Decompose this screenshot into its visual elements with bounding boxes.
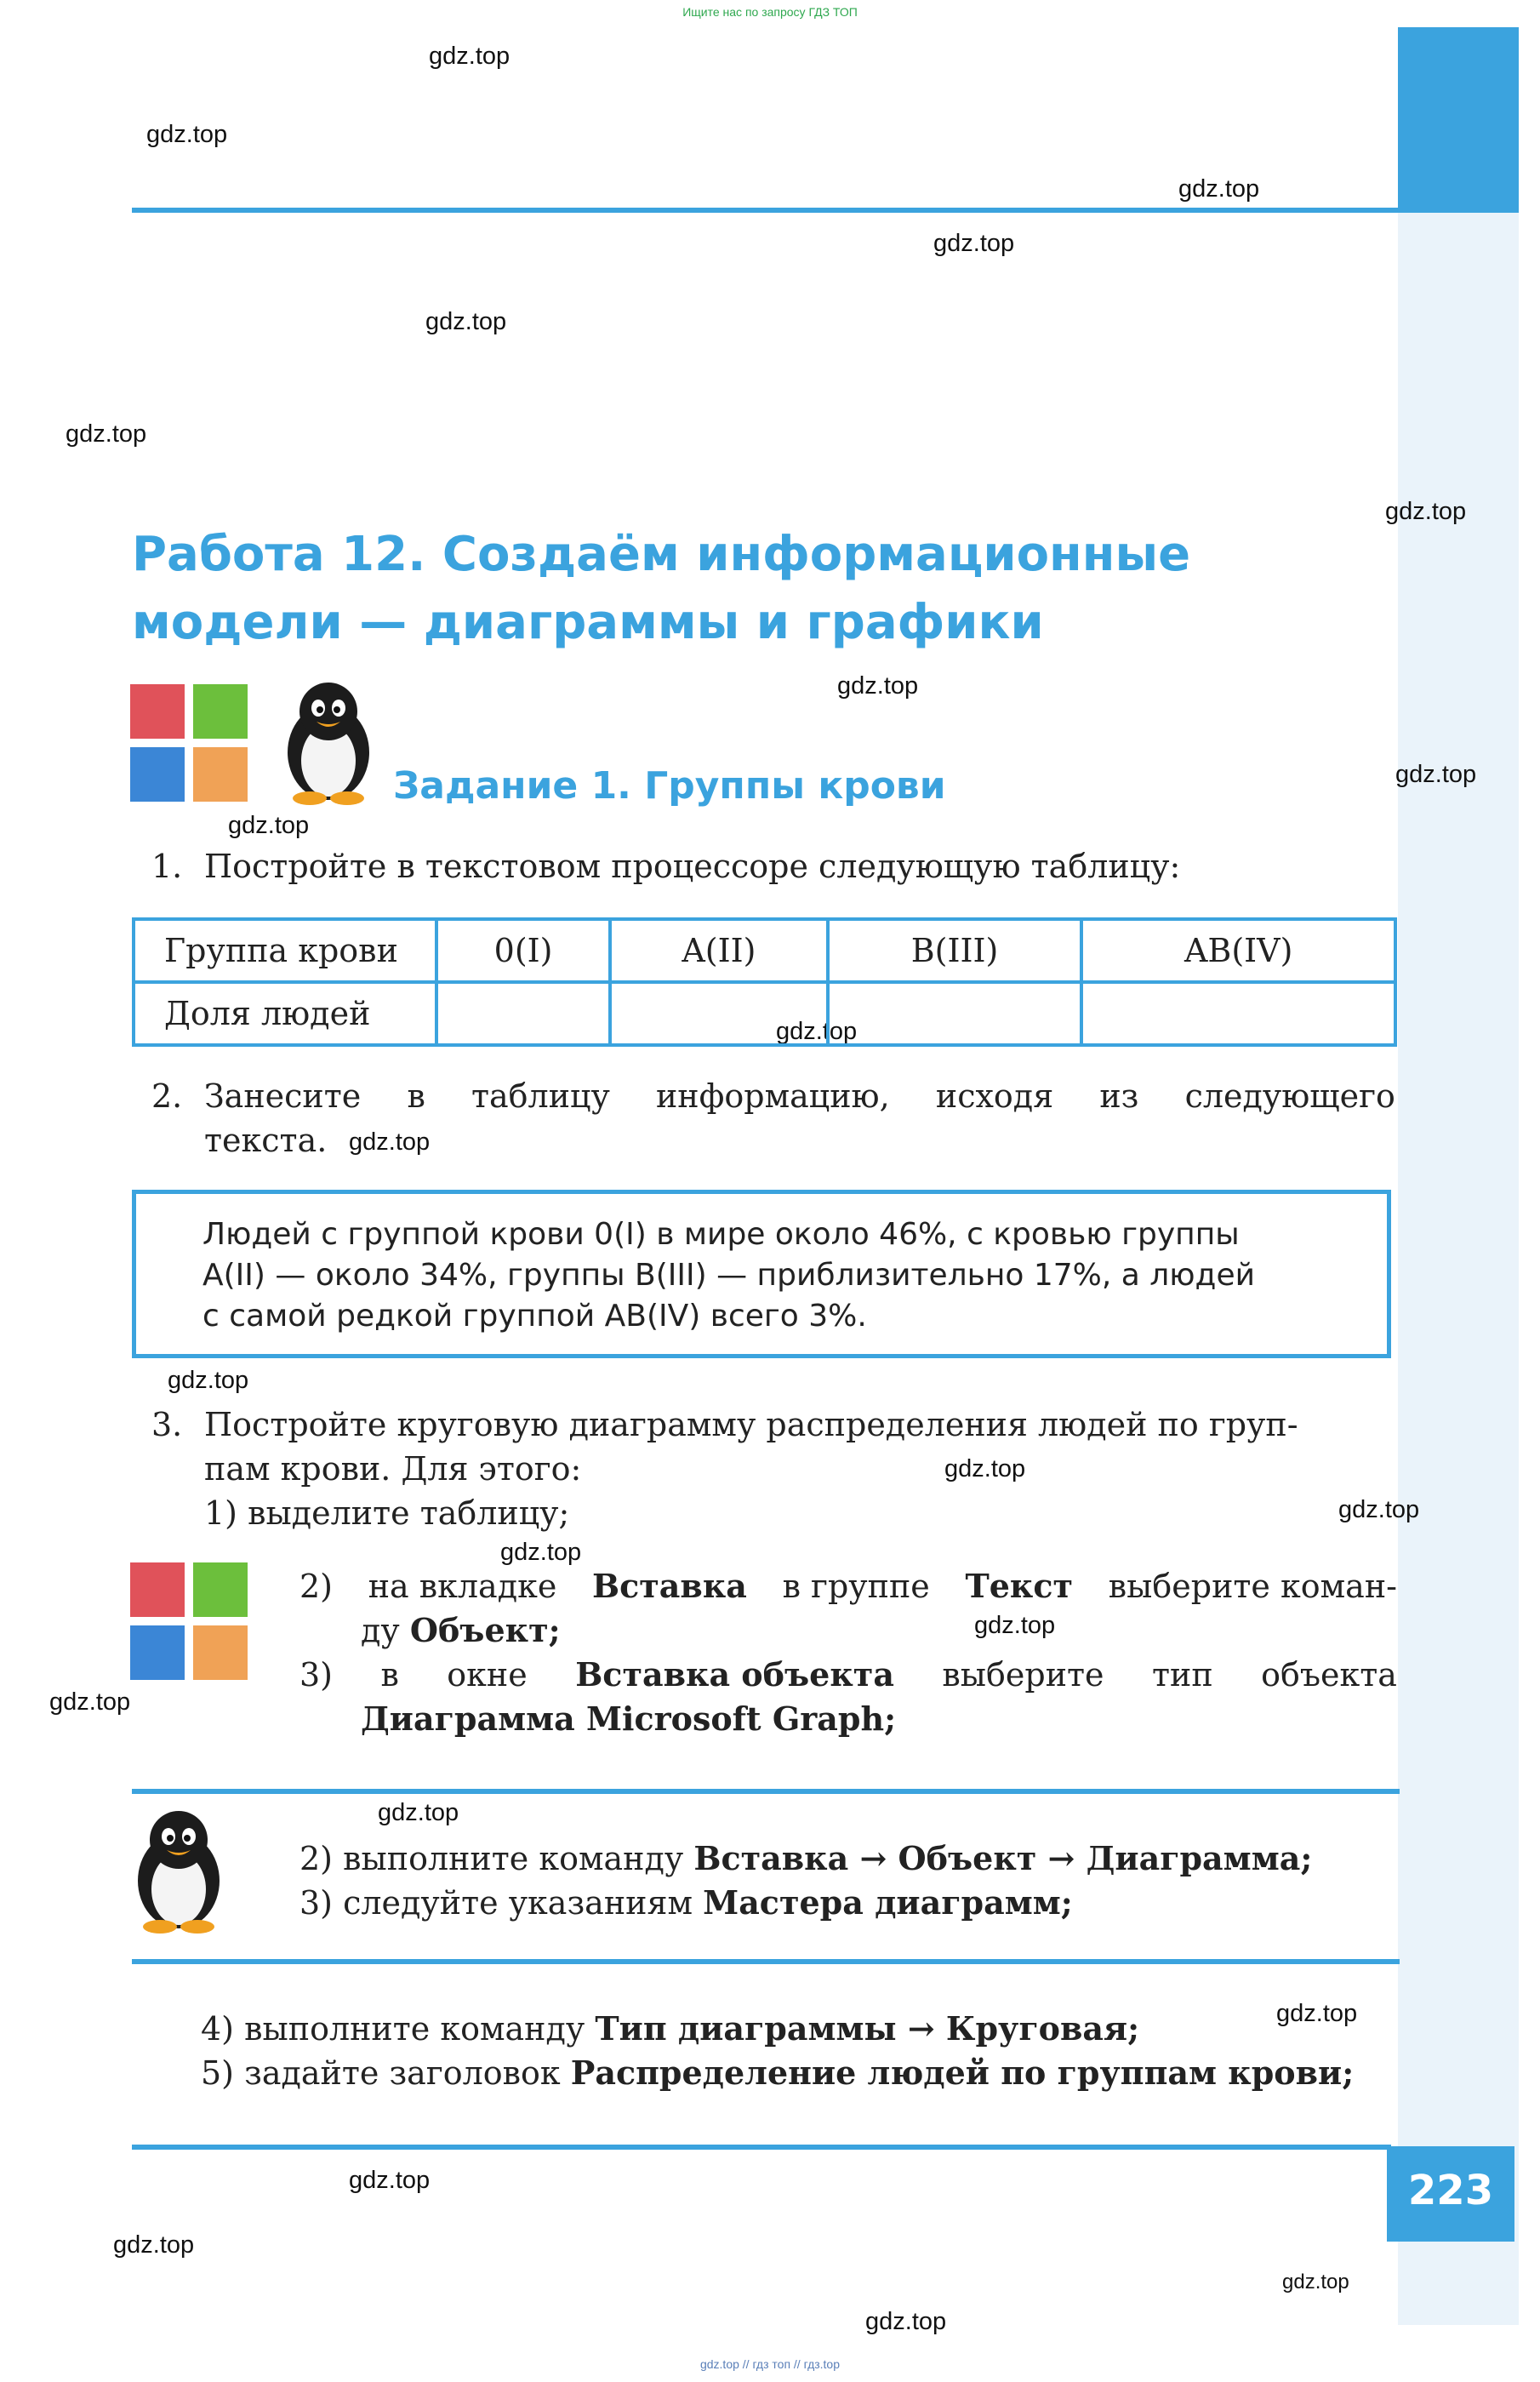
section-rule — [132, 1789, 1400, 1794]
table-row — [134, 982, 1395, 1045]
watermark: gdz.top — [1282, 2271, 1349, 2293]
watermark: gdz.top — [168, 1367, 249, 1394]
watermark: gdz.top — [933, 230, 1015, 257]
watermark: gdz.top — [1395, 761, 1477, 788]
word: окне — [447, 1656, 528, 1694]
substep-text: выделите таблицу; — [248, 1494, 570, 1532]
substep-number: 2) — [299, 1568, 334, 1605]
windows-logo-icon — [130, 684, 249, 803]
page-title-line2: модели — диаграммы и графики — [132, 595, 1044, 650]
table-cell[interactable] — [1081, 982, 1395, 1045]
table-cell[interactable] — [610, 982, 827, 1045]
step-text: Постройте круговую диаграмму распределения людей по груп- — [204, 1406, 1298, 1443]
substep-number: 3) — [299, 1656, 334, 1694]
word: тип — [1151, 1656, 1213, 1694]
watermark: gdz.top — [425, 308, 507, 335]
table-cell[interactable] — [828, 982, 1082, 1045]
table-row — [134, 919, 1395, 982]
windows-substep-3-line2 — [361, 1697, 896, 1741]
watermark: gdz.top — [776, 1018, 858, 1045]
substep-number: 3) — [299, 1884, 334, 1922]
watermark: gdz.top — [944, 1455, 1026, 1482]
linux-substep-2 — [299, 1836, 1312, 1881]
step-text: Постройте в текстовом процессоре следующую таблицу: — [204, 848, 1181, 885]
table-cell: A(II) — [610, 919, 827, 982]
watermark: gdz.top — [146, 121, 228, 148]
table-cell: Доля людей — [134, 982, 436, 1045]
step-number: 1. — [151, 848, 183, 885]
watermark: gdz.top — [974, 1612, 1056, 1639]
penguin-icon — [277, 677, 379, 805]
table-cell: 0(I) — [436, 919, 610, 982]
step-text — [204, 1074, 1395, 1118]
watermark: gdz.top — [429, 43, 510, 70]
page-number: 223 — [1407, 2167, 1494, 2214]
word: следующего — [1184, 1077, 1395, 1115]
watermark: gdz.top — [837, 672, 919, 700]
step-2-line2: текста. — [204, 1122, 328, 1159]
substep-bold: Вставка — [592, 1567, 747, 1605]
blood-group-table — [132, 917, 1397, 1047]
windows-substep-2-line2 — [361, 1608, 561, 1653]
word: исходя — [935, 1077, 1054, 1115]
word: информацию, — [655, 1077, 890, 1115]
word: выберите — [942, 1656, 1104, 1694]
substep-text: выберите коман- — [1108, 1568, 1397, 1605]
watermark: gdz.top — [500, 1539, 582, 1566]
watermark: gdz.top — [349, 1128, 431, 1156]
substep-bold: Мастера диаграмм; — [703, 1883, 1073, 1922]
substep-4 — [201, 2007, 1139, 2051]
page-title-line1: Работа 12. Создаём информационные — [132, 527, 1191, 582]
info-line: с самой редкой группой AB(IV) всего 3%. — [202, 1299, 867, 1334]
page-margin-band — [1398, 27, 1519, 2325]
table-cell: AB(IV) — [1081, 919, 1395, 982]
substep-bold: Диаграмма Microsoft Graph; — [361, 1699, 897, 1738]
word: в — [380, 1656, 399, 1694]
word: таблицу — [471, 1077, 610, 1115]
step-number: 3. — [151, 1406, 183, 1443]
table-cell[interactable] — [436, 982, 610, 1045]
watermark: gdz.top — [1385, 498, 1467, 525]
watermark: gdz.top — [113, 2231, 195, 2259]
search-hint[interactable]: Ищите нас по запросу ГДЗ ТОП — [682, 5, 858, 19]
chapter-tab — [1398, 27, 1519, 213]
step-1 — [151, 844, 1180, 888]
substep-text: выполните команду — [244, 2010, 585, 2048]
info-line: Людей с группой крови 0(I) в мире около 46%, с кровью группы — [202, 1217, 1240, 1252]
linux-substep-3 — [299, 1881, 1073, 1925]
substep-text: выполните команду — [343, 1840, 684, 1877]
windows-substep-2 — [299, 1564, 1397, 1608]
info-box — [132, 1190, 1391, 1358]
substep-text: в группе — [782, 1568, 930, 1605]
word: из — [1099, 1077, 1139, 1115]
table-cell: B(III) — [828, 919, 1082, 982]
watermark: gdz.top — [378, 1799, 459, 1826]
step-3-line2: пам крови. Для этого: — [204, 1450, 582, 1488]
substep-5 — [201, 2051, 1354, 2095]
watermark: gdz.top — [66, 420, 147, 448]
substep-bold: Текст — [965, 1567, 1074, 1605]
watermark: gdz.top — [349, 2167, 431, 2194]
substep-bold: Распределение людей по группам крови; — [570, 2054, 1355, 2092]
word: в — [407, 1077, 425, 1115]
word: объекта — [1261, 1656, 1397, 1694]
substep-text: следуйте указаниям — [343, 1884, 693, 1922]
substep-bold: Вставка объекта — [575, 1655, 894, 1694]
windows-substep-3 — [299, 1653, 1397, 1697]
substep-bold: Вставка → Объект → Диаграмма; — [693, 1839, 1313, 1877]
watermark: gdz.top — [1178, 175, 1260, 203]
substep-bold: Тип диаграммы → Круговая; — [595, 2009, 1140, 2048]
step-3 — [151, 1402, 1298, 1447]
substep-text: задайте заголовок — [244, 2054, 561, 2092]
watermark: gdz.top — [1276, 2000, 1358, 2027]
watermark: gdz.top — [228, 812, 310, 839]
info-box-text — [202, 1214, 1343, 1337]
substep-bold: Объект; — [409, 1611, 561, 1649]
penguin-icon — [128, 1806, 230, 1934]
watermark: gdz.top — [1338, 1496, 1420, 1523]
word: Занесите — [204, 1077, 362, 1115]
info-line: A(II) — около 34%, группы B(III) — приблизительно 17%, а людей — [202, 1258, 1255, 1293]
section-rule — [132, 1959, 1400, 1964]
table-cell: Группа крови — [134, 919, 436, 982]
watermark: gdz.top — [865, 2308, 947, 2335]
substep-number: 2) — [299, 1840, 334, 1877]
watermark: gdz.top — [49, 1688, 131, 1716]
footer-links[interactable]: gdz.top // гдз топ // гдз.top — [699, 2357, 841, 2371]
substep-text: ду — [361, 1612, 400, 1649]
windows-logo-icon — [130, 1562, 249, 1682]
step-2 — [151, 1074, 1395, 1118]
substep-number: 1) — [204, 1494, 238, 1532]
page-title — [132, 521, 1366, 657]
task-title: Задание 1. Группы крови — [393, 764, 946, 808]
substep-number: 4) — [201, 2010, 235, 2048]
top-rule — [132, 208, 1400, 213]
substep-text: на вкладке — [368, 1568, 557, 1605]
substep-1 — [204, 1491, 569, 1535]
step-number: 2. — [151, 1077, 183, 1115]
bottom-rule — [132, 2145, 1391, 2150]
substep-number: 5) — [201, 2054, 235, 2092]
